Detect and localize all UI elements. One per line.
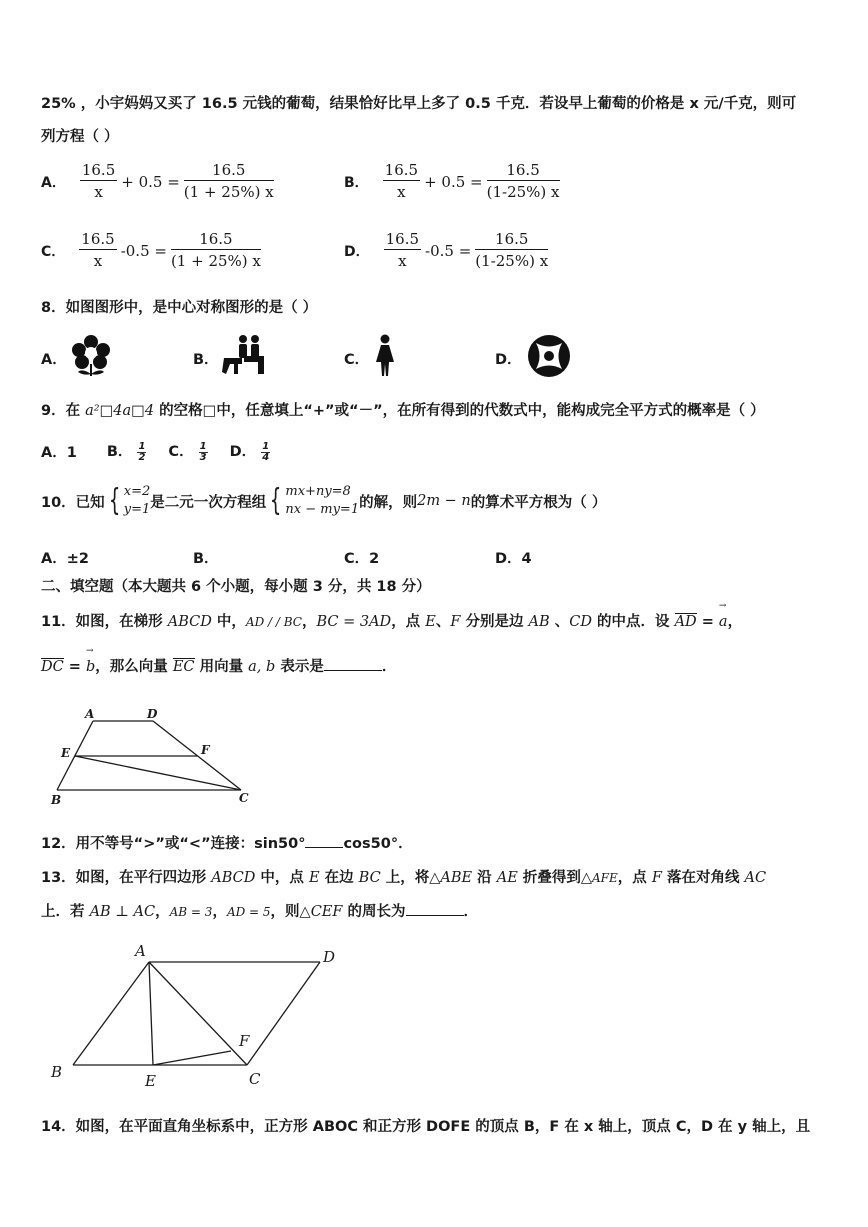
q8-label-c[interactable]: C．: [344, 352, 370, 368]
fraction: $\frac{16.5}{(1-25\%) x}$: [475, 230, 549, 270]
operator: -0.5 =: [425, 241, 472, 260]
option-label: D．: [344, 243, 370, 260]
answer-blank[interactable]: [324, 670, 382, 671]
fraction: $\frac{1}{2}$: [138, 440, 146, 463]
q10-option-d[interactable]: D．4: [495, 551, 532, 567]
q9-option-b[interactable]: B． $\frac{1}{2}$: [106, 440, 146, 463]
answer-blank[interactable]: [305, 847, 343, 848]
vertex-label-b: B: [51, 793, 62, 807]
q12-line: 12．用不等号“>”或“<”连接：sin50° cos50°．: [41, 836, 413, 852]
q8-label-a[interactable]: A．: [41, 352, 67, 368]
fraction: $\frac{16.5}{x}$: [81, 230, 115, 270]
equation-system: { mx+ny=8 nx − my=1: [270, 483, 360, 518]
q11-line1: 11．如图，在梯形 ABCD 中，AD / / BC，BC = 3AD，点 E、F 分别是边 AB 、CD 的中点．设 AD = → a，: [41, 610, 742, 631]
vector-b: → b: [86, 659, 95, 675]
q8-label-b[interactable]: B．: [193, 352, 219, 368]
q8-stem: 8．如图图形中，是中心对称图形的是（ ）: [41, 300, 318, 316]
q9-option-d[interactable]: D． $\frac{1}{4}$: [229, 440, 270, 463]
vector-ad: AD: [674, 614, 697, 630]
section-heading: 二、填空题（本大题共 6 个小题，每小题 3 分，共 18 分）: [41, 579, 431, 595]
q7-option-b[interactable]: [344, 160, 560, 203]
q7-line2: 列方程（ ）: [41, 129, 119, 145]
q7-option-c[interactable]: [41, 229, 261, 272]
system-solution: { x=2 y=1: [108, 483, 151, 518]
fraction: $\frac{16.5}{(1 + 25\%) x}$: [183, 161, 274, 201]
flower-icon[interactable]: [70, 334, 112, 378]
trapezoid-figure: [45, 702, 260, 812]
q10-option-b[interactable]: B．: [193, 551, 219, 567]
q11-line2: DC = → b，那么向量 EC 用向量 a, b 表示是 ．: [41, 655, 396, 676]
q14-stem: 14．如图，在平面直角坐标系中，正方形 ABOC 和正方形 DOFE 的顶点 B，F 在 x 轴上，顶点 C，D 在 y 轴上，且: [41, 1119, 811, 1135]
vertex-label-a: A: [135, 942, 146, 960]
fraction: $\frac{16.5}{x}$: [384, 161, 419, 201]
option-label: C．: [41, 243, 66, 260]
option-label: B．: [344, 174, 369, 191]
vertex-label-b: B: [51, 1063, 63, 1081]
vertex-label-e: E: [61, 746, 71, 760]
vertex-label-f: F: [201, 743, 210, 757]
q7-option-a[interactable]: [41, 160, 274, 203]
vertex-label-e: E: [145, 1072, 156, 1090]
answer-blank[interactable]: [406, 915, 464, 916]
vertex-label-c: C: [249, 1070, 261, 1088]
q9-options: [41, 440, 270, 463]
q10-option-c[interactable]: C．2: [344, 551, 380, 567]
fraction: $\frac{16.5}{(1 + 25\%) x}$: [170, 230, 261, 270]
q13-line2: 上．若 AB ⊥ AC，AB = 3，AD = 5，则△CEF 的周长为 ．: [41, 904, 479, 920]
expression: 2m − n: [417, 493, 471, 509]
option-label: A．: [41, 174, 66, 191]
left-brace-icon: {: [270, 483, 282, 518]
vector-ec: EC: [172, 659, 195, 675]
vertex-label-d: D: [323, 948, 336, 966]
q9-stem: 9．在 a²□4a□4 的空格□中，任意填上“+”或“－”，在所有得到的代数式中，能构成完全平方式的概率是（ ）: [41, 403, 765, 419]
vertex-label-a: A: [85, 707, 95, 721]
q13-line1: 13．如图，在平行四边形 ABCD 中，点 E 在边 BC 上，将△ABE 沿 AE 折叠得到△AFE，点 F 落在对角线 AC: [41, 870, 767, 886]
parallelogram-figure: [45, 940, 345, 1095]
fraction: $\frac{16.5}{x}$: [81, 161, 116, 201]
fraction: $\frac{16.5}{x}$: [385, 230, 420, 270]
fraction: $\frac{16.5}{(1-25\%) x}$: [486, 161, 560, 201]
q8-label-d[interactable]: D．: [495, 352, 522, 368]
left-brace-icon: {: [108, 483, 120, 518]
expression: a²□4a□4: [85, 403, 155, 419]
circle-x-icon[interactable]: [526, 333, 572, 379]
operator: + 0.5 =: [424, 172, 483, 191]
woman-figure-icon[interactable]: [373, 334, 397, 378]
fraction: $\frac{1}{3}$: [199, 440, 207, 463]
q9-option-c[interactable]: C． $\frac{1}{3}$: [168, 440, 207, 463]
vector-a: → a: [719, 614, 728, 630]
vertex-label-d: D: [147, 707, 158, 721]
q7-option-d[interactable]: [344, 229, 548, 272]
vertex-label-c: C: [239, 791, 249, 805]
q10-option-a[interactable]: A．±2: [41, 551, 89, 567]
vertex-label-f: F: [239, 1032, 250, 1050]
seated-people-icon[interactable]: [220, 334, 266, 376]
q9-option-a[interactable]: A．1: [41, 444, 77, 461]
operator: -0.5 =: [120, 241, 167, 260]
q7-line1: 25% ，小宇妈妈又买了 16.5 元钱的葡萄，结果恰好比早上多了 0.5 千克．若设早上葡萄的价格是 x 元/千克，则可: [41, 96, 797, 112]
fraction: $\frac{1}{4}$: [262, 440, 270, 463]
q10-stem: 10．已知 { x=2 y=1 是二元一次方程组 { mx+ny=8 nx − my=1 的解，则 2m − n 的算术平方根为（ ）: [41, 483, 607, 518]
vector-dc: DC: [41, 659, 64, 675]
operator: + 0.5 =: [121, 172, 180, 191]
